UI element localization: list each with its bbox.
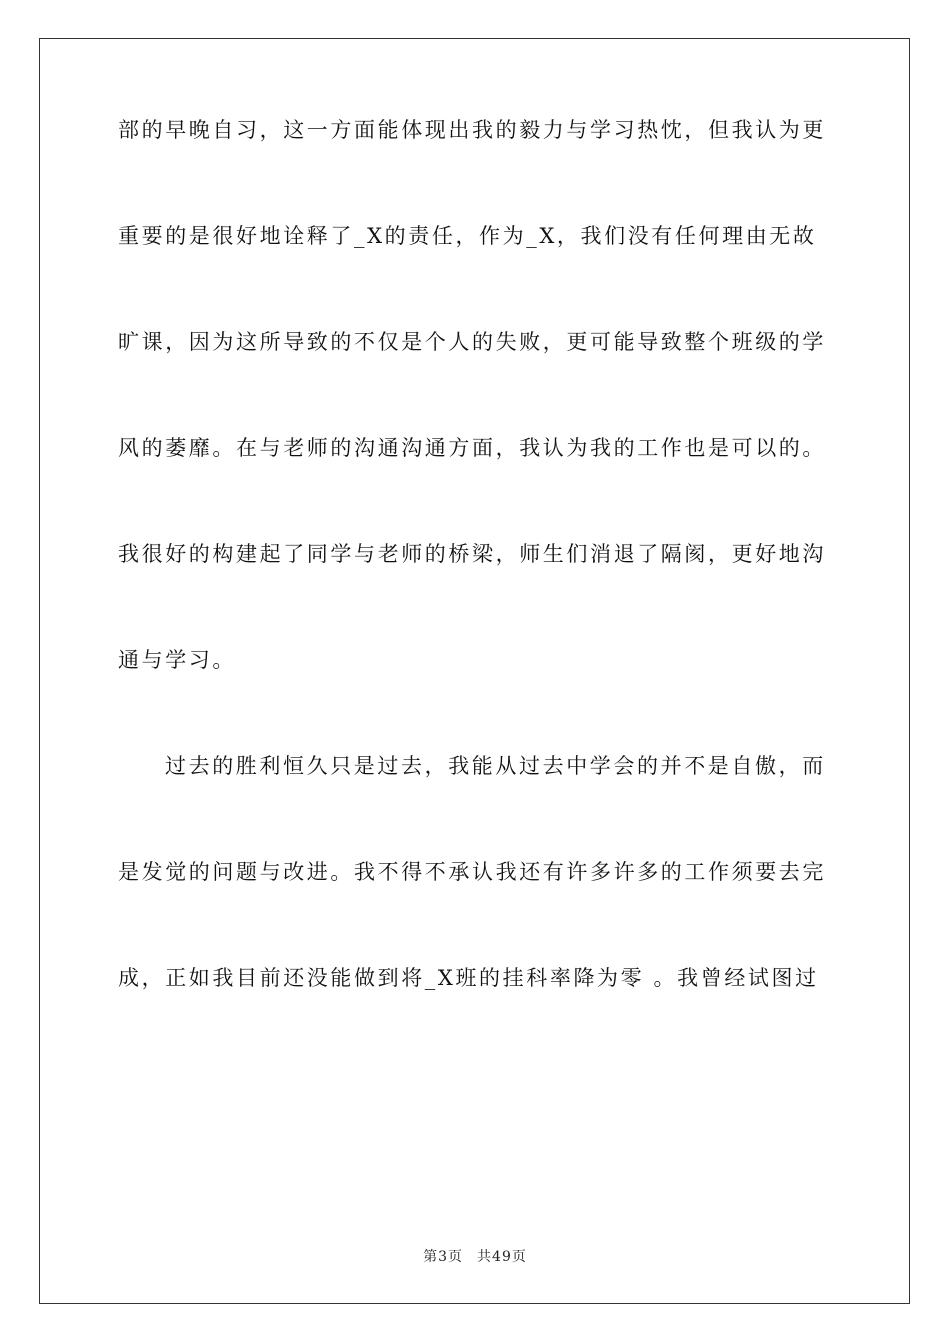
text-line: 部的早晚自习，这一方面能体现出我的毅力与学习热忱，但我认为更: [118, 118, 826, 142]
text-line: 重要的是很好地诠释了_X的责任，作为_X，我们没有任何理由无故: [118, 224, 817, 248]
page-footer: [0, 1246, 950, 1266]
text-line: 旷课，因为这所导致的不仅是个人的失败，更可能导致整个班级的学: [118, 330, 826, 354]
text-line: 成，正如我目前还没能做到将_X班的挂科率降为零 。我曾经试图过: [118, 966, 819, 990]
text-line: 是发觉的问题与改进。我不得不承认我还有许多许多的工作须要去完: [118, 860, 826, 884]
page-number: 第3页: [423, 1249, 464, 1265]
page-total: 共49页: [477, 1249, 527, 1265]
text-line: 通与学习。: [118, 648, 236, 672]
paragraph-start-line: 过去的胜利恒久只是过去，我能从过去中学会的并不是自傲，而: [165, 754, 826, 778]
text-line: 风的萎靡。在与老师的沟通沟通方面，我认为我的工作也是可以的。: [118, 436, 826, 460]
text-line: 我很好的构建起了同学与老师的桥梁，师生们消退了隔阂，更好地沟: [118, 542, 826, 566]
document-body: [118, 118, 834, 1084]
